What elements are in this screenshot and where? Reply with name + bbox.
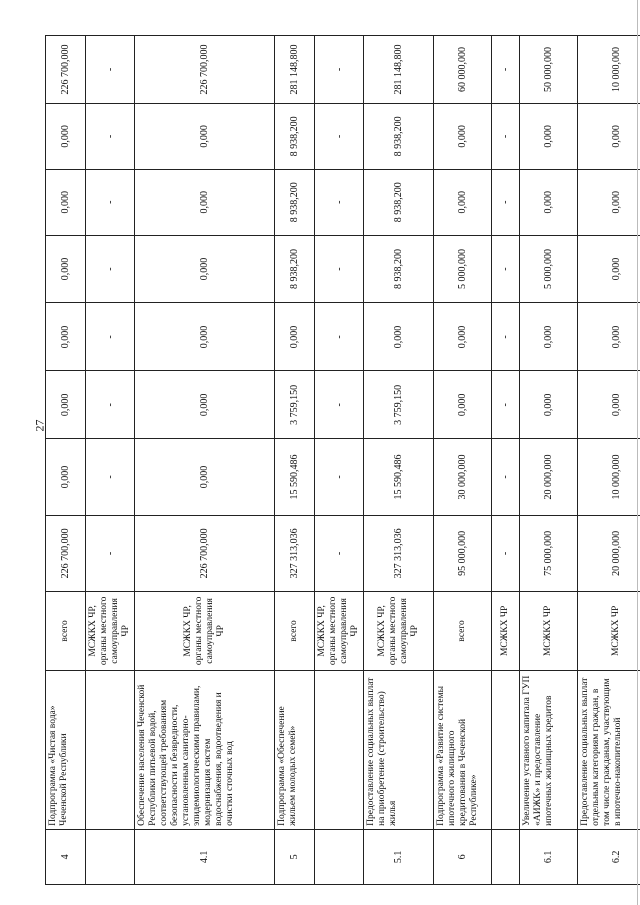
- table-row: [135, 36, 275, 885]
- value-cell: -: [315, 371, 364, 439]
- funding-source-cell: всего: [434, 592, 492, 671]
- value-cell: 0,000: [434, 169, 492, 235]
- value-cell: 95 000,000: [434, 515, 492, 591]
- row-name-cell: Подпрограмма «Чистая вода» Чеченской Республики: [46, 670, 86, 829]
- value-cell: 0,000: [520, 169, 578, 235]
- row-name-cell: Предоставление социальных выплат на приобретение (строительство) жилья: [364, 670, 434, 829]
- table-row: [315, 36, 364, 885]
- value-cell: 327 313,036: [364, 515, 434, 591]
- funding-source-cell: МСЖКХ ЧР: [492, 592, 520, 671]
- value-cell: 226 700,000: [135, 515, 275, 591]
- table-row: [492, 36, 520, 885]
- value-cell: -: [315, 235, 364, 303]
- row-number-cell: 4.1: [135, 829, 275, 884]
- value-cell: -: [315, 439, 364, 515]
- value-cell: 0,000: [135, 371, 275, 439]
- value-cell: -: [86, 371, 135, 439]
- value-cell: 8 938,200: [364, 103, 434, 169]
- value-cell: 3 759,150: [275, 371, 315, 439]
- row-number-cell: 6: [434, 829, 492, 884]
- row-number-cell: 5.1: [364, 829, 434, 884]
- value-cell: -: [86, 235, 135, 303]
- value-cell: 0,000: [578, 169, 640, 235]
- row-name-cell: Обеспечение населения Чеченской Республики питьевой водой, соответствующей требованиям безопасности и безвредности, установленным санитарно-эпидемиологическими правилами, модернизация систем водоснабжения, водоотведения и очистки сточных вод: [135, 670, 275, 829]
- row-number-cell: 4: [46, 829, 86, 884]
- value-cell: -: [86, 36, 135, 104]
- value-cell: 15 590,486: [364, 439, 434, 515]
- funding-source-cell: МСЖКХ ЧР, органы местного самоуправления ЧР: [315, 592, 364, 671]
- value-cell: -: [492, 235, 520, 303]
- value-cell: 0,000: [135, 169, 275, 235]
- table-row: [364, 36, 434, 885]
- value-cell: 281 148,800: [275, 36, 315, 104]
- row-name-cell: [86, 670, 135, 829]
- row-name-cell: [315, 670, 364, 829]
- row-name-cell: Увеличение уставного капитала ГУП «АИЖК» и предоставление ипотечных жилищных кредитов: [520, 670, 578, 829]
- value-cell: 0,000: [46, 169, 86, 235]
- funding-source-cell: МСЖКХ ЧР, органы местного самоуправления ЧР: [135, 592, 275, 671]
- row-name-cell: Подпрограмма «Развитие системы ипотечного жилищного кредитования в Чеченской Республике»: [434, 670, 492, 829]
- page-number: 27: [32, 419, 47, 432]
- value-cell: 8 938,200: [275, 169, 315, 235]
- value-cell: 0,000: [434, 103, 492, 169]
- value-cell: -: [315, 303, 364, 371]
- value-cell: 0,000: [520, 303, 578, 371]
- value-cell: 226 700,000: [46, 36, 86, 104]
- value-cell: 50 000,000: [520, 36, 578, 104]
- row-number-cell: [86, 829, 135, 884]
- value-cell: -: [492, 103, 520, 169]
- value-cell: -: [315, 169, 364, 235]
- value-cell: 0,000: [434, 371, 492, 439]
- value-cell: 60 000,000: [434, 36, 492, 104]
- value-cell: 0,000: [135, 439, 275, 515]
- value-cell: 0,000: [520, 371, 578, 439]
- value-cell: 10 000,000: [578, 36, 640, 104]
- value-cell: -: [492, 515, 520, 591]
- value-cell: 8 938,200: [275, 235, 315, 303]
- row-number-cell: [315, 829, 364, 884]
- value-cell: 0,000: [275, 303, 315, 371]
- value-cell: 0,000: [578, 235, 640, 303]
- value-cell: 0,000: [46, 235, 86, 303]
- value-cell: 5 000,000: [434, 235, 492, 303]
- value-cell: 0,000: [520, 103, 578, 169]
- value-cell: -: [492, 36, 520, 104]
- value-cell: -: [86, 303, 135, 371]
- table-row: [434, 36, 492, 885]
- value-cell: -: [86, 439, 135, 515]
- value-cell: -: [492, 303, 520, 371]
- row-number-cell: 6.1: [520, 829, 578, 884]
- value-cell: 30 000,000: [434, 439, 492, 515]
- value-cell: 8 938,200: [275, 103, 315, 169]
- value-cell: 327 313,036: [275, 515, 315, 591]
- value-cell: -: [86, 169, 135, 235]
- value-cell: 226 700,000: [135, 36, 275, 104]
- value-cell: -: [315, 36, 364, 104]
- value-cell: 0,000: [578, 103, 640, 169]
- table-row: [520, 36, 578, 885]
- value-cell: 8 938,200: [364, 235, 434, 303]
- value-cell: 75 000,000: [520, 515, 578, 591]
- value-cell: 10 000,000: [578, 439, 640, 515]
- budget-table: [45, 35, 640, 885]
- value-cell: 0,000: [135, 303, 275, 371]
- value-cell: 20 000,000: [578, 515, 640, 591]
- value-cell: 0,000: [364, 303, 434, 371]
- funding-source-cell: МСЖКХ ЧР, органы местного самоуправления ЧР: [86, 592, 135, 671]
- page-edge: [637, 0, 638, 905]
- table-row: [578, 36, 640, 885]
- value-cell: -: [315, 515, 364, 591]
- value-cell: 5 000,000: [520, 235, 578, 303]
- value-cell: 226 700,000: [46, 515, 86, 591]
- row-name-cell: Подпрограмма «Обеспечение жильем молодых семей»: [275, 670, 315, 829]
- value-cell: 0,000: [46, 303, 86, 371]
- funding-source-cell: МСЖКХ ЧР: [578, 592, 640, 671]
- value-cell: -: [315, 103, 364, 169]
- value-cell: 15 590,486: [275, 439, 315, 515]
- value-cell: 0,000: [578, 371, 640, 439]
- value-cell: 0,000: [46, 371, 86, 439]
- table-row: [86, 36, 135, 885]
- row-name-cell: [492, 670, 520, 829]
- value-cell: 0,000: [135, 103, 275, 169]
- value-cell: 0,000: [578, 303, 640, 371]
- value-cell: 8 938,200: [364, 169, 434, 235]
- value-cell: -: [492, 439, 520, 515]
- funding-source-cell: МСЖКХ ЧР, органы местного самоуправления ЧР: [364, 592, 434, 671]
- rotated-table-page: [45, 35, 635, 885]
- row-number-cell: 6.2: [578, 829, 640, 884]
- value-cell: 0,000: [434, 303, 492, 371]
- value-cell: 20 000,000: [520, 439, 578, 515]
- value-cell: 281 148,800: [364, 36, 434, 104]
- value-cell: -: [492, 169, 520, 235]
- row-number-cell: 5: [275, 829, 315, 884]
- funding-source-cell: всего: [46, 592, 86, 671]
- funding-source-cell: всего: [275, 592, 315, 671]
- value-cell: 0,000: [46, 439, 86, 515]
- row-number-cell: [492, 829, 520, 884]
- value-cell: -: [86, 103, 135, 169]
- table-row: [46, 36, 86, 885]
- row-name-cell: Предоставление социальных выплат отдельным категориям граждан, в том числе гражданам, участвующим в ипотечно-накопительной: [578, 670, 640, 829]
- value-cell: -: [86, 515, 135, 591]
- table-row: [275, 36, 315, 885]
- value-cell: 0,000: [46, 103, 86, 169]
- value-cell: -: [492, 371, 520, 439]
- value-cell: 0,000: [135, 235, 275, 303]
- value-cell: 3 759,150: [364, 371, 434, 439]
- funding-source-cell: МСЖКХ ЧР: [520, 592, 578, 671]
